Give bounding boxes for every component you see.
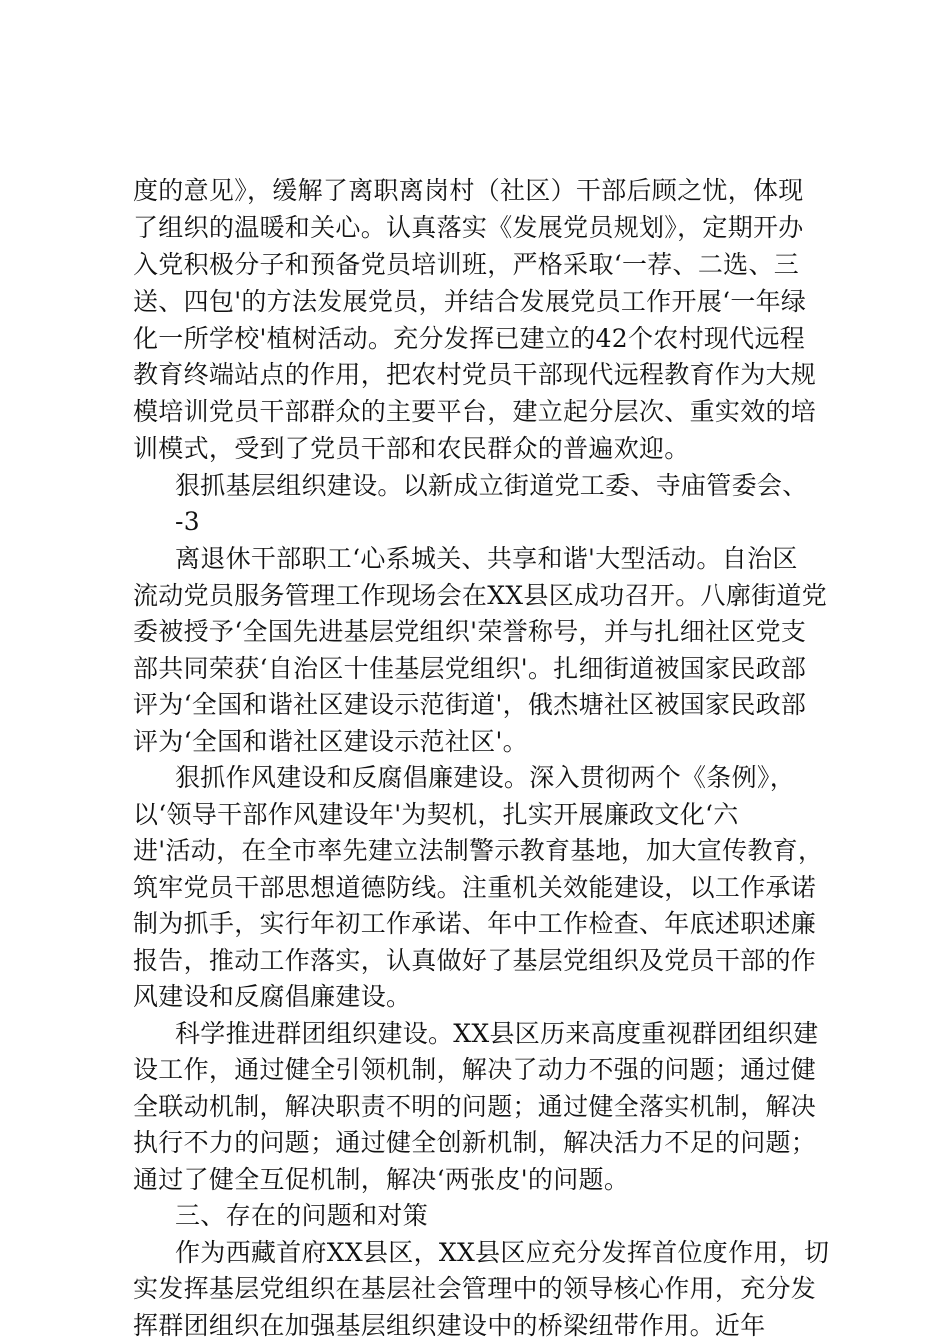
text-line: 评为‘全国和谐社区建设示范社区'。 xyxy=(133,727,528,756)
text-line: 模培训党员干部群众的主要平台，建立起分层次、重实效的培 xyxy=(133,397,817,426)
text-line: 送、四包'的方法发展党员，并结合发展党员工作开展‘一年绿 xyxy=(133,287,807,316)
text-line: 度的意见》，缓解了离职离岗村（社区）干部后顾之忧，体现 xyxy=(133,176,804,205)
text-line: 化一所学校'植树活动。充分发挥已建立的42个农村现代远程 xyxy=(133,324,806,353)
text-line: 评为‘全国和谐社区建设示范街道'，俄杰塘社区被国家民政部 xyxy=(133,690,807,719)
text-line: 离退休干部职工‘心系城关、共享和谐'大型活动。自治区 xyxy=(175,544,798,573)
paragraph-start-line: 科学推进群团组织建设。XX县区历来高度重视群团组织建 xyxy=(175,1019,819,1048)
text-line: 流动党员服务管理工作现场会在XX县区成功召开。八廓街道党 xyxy=(133,581,827,610)
text-line: 全联动机制，解决职责不明的问题；通过健全落实机制，解决 xyxy=(133,1092,817,1121)
text-line: 制为抓手，实行年初工作承诺、年中工作检查、年底述职述廉 xyxy=(133,909,817,938)
text-line: 入党积极分子和预备党员培训班，严格采取‘一荐、二选、三 xyxy=(133,250,800,279)
text-line: 了组织的温暖和关心。认真落实《发展党员规划》，定期开办 xyxy=(133,213,804,242)
paragraph-start-line: 狠抓作风建设和反腐倡廉建设。深入贯彻两个《条例》， xyxy=(175,763,796,792)
text-line: 教育终端站点的作用，把农村党员干部现代远程教育作为大规 xyxy=(133,360,817,389)
paragraph-start-line: 狠抓基层组织建设。以新成立街道党工委、寺庙管委会、 xyxy=(175,471,808,500)
text-line: 报告，推动工作落实，认真做好了基层党组织及党员干部的作 xyxy=(133,946,817,975)
paragraph-start-line: 作为西藏首府XX县区，XX县区应充分发挥首位度作用，切 xyxy=(175,1238,830,1267)
text-line: 设工作，通过健全引领机制，解决了动力不强的问题；通过健 xyxy=(133,1055,817,1084)
text-line: 实发挥基层党组织在基层社会管理中的领导核心作用，充分发 xyxy=(133,1274,817,1303)
section-heading: 三、存在的问题和对策 xyxy=(175,1201,429,1230)
text-line: 进'活动，在全市率先建立法制警示教育基地，加大宣传教育， xyxy=(133,836,824,865)
text-line: 风建设和反腐倡廉建设。 xyxy=(133,982,412,1011)
text-line: 执行不力的问题；通过健全创新机制，解决活力不足的问题； xyxy=(133,1128,817,1157)
text-line: 委被授予‘全国先进基层党组织'荣誉称号，并与扎细社区党支 xyxy=(133,617,807,646)
text-line: 训模式，受到了党员干部和农民群众的普遍欢迎。 xyxy=(133,434,690,463)
text-line: 以‘领导干部作风建设年'为契机，扎实开展廉政文化‘六 xyxy=(133,800,739,829)
text-line: 部共同荣获‘自治区十佳基层党组织'。扎细街道被国家民政部 xyxy=(133,654,807,683)
text-line: 挥群团组织在加强基层组织建设中的桥梁纽带作用。近年 xyxy=(133,1311,766,1340)
text-line: 通过了健全互促机制，解决‘两张皮'的问题。 xyxy=(133,1165,630,1194)
page-number: -3 xyxy=(175,507,200,536)
text-line: 筑牢党员干部思想道德防线。注重机关效能建设，以工作承诺 xyxy=(133,873,817,902)
